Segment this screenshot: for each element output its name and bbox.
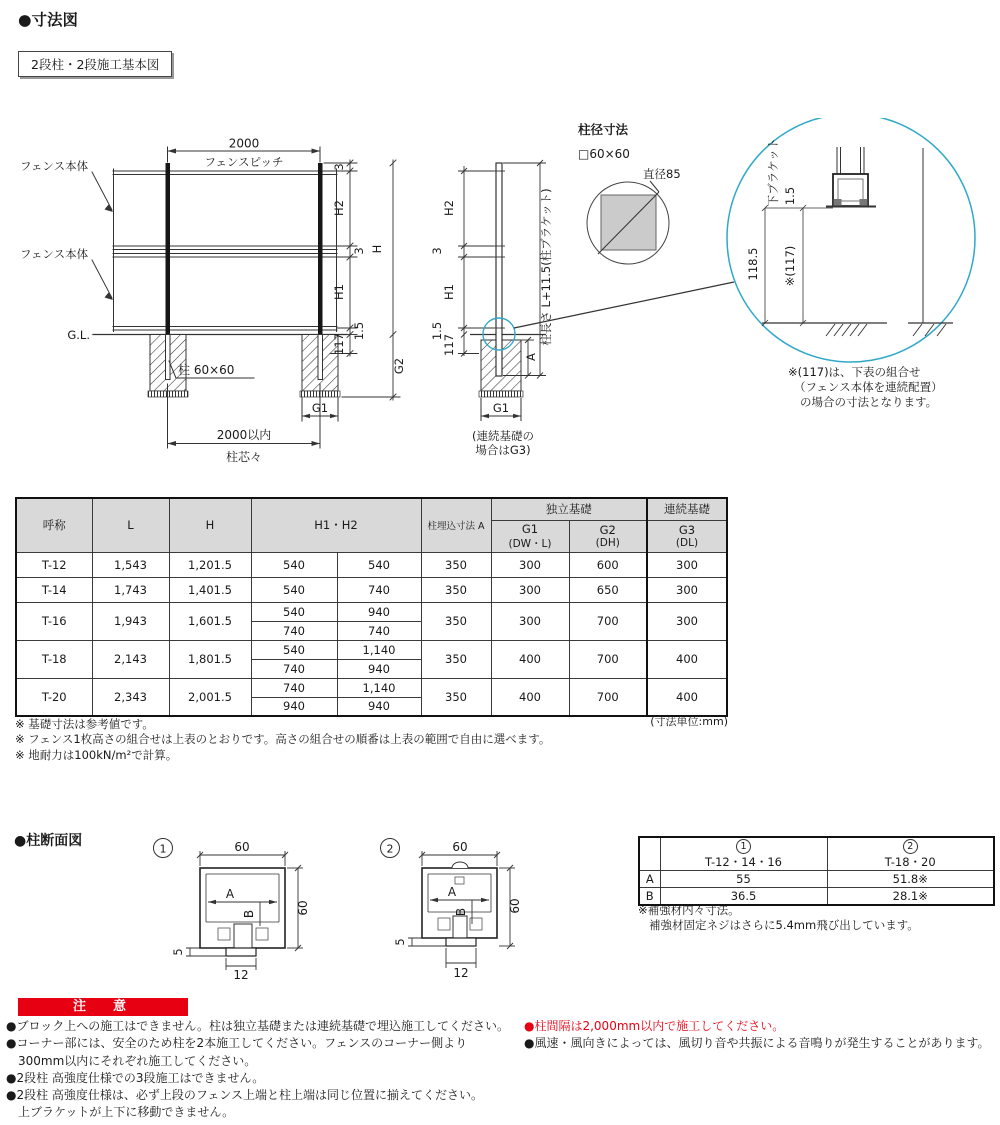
row-label-a: A <box>639 871 660 888</box>
cell-b2: 28.1※ <box>827 888 994 905</box>
table-note: ※ 地耐力は100kN/m²で計算。 <box>15 747 178 762</box>
dim-3-mid: 3 <box>352 247 366 255</box>
side-view <box>430 160 734 457</box>
cell-g3: 300 <box>647 577 727 602</box>
caution-item: ●コーナー部には、安全のため柱を2本施工してください。フェンスのコーナー側より <box>6 1036 468 1051</box>
cell-h2: 740 <box>337 577 421 602</box>
cell-l: 2,143 <box>92 640 169 678</box>
reinforcement-note: ※補強材内々寸法。 <box>638 903 740 917</box>
cell-g1: 300 <box>491 602 569 640</box>
side-dim-1-5: 1.5 <box>430 321 444 341</box>
cell-g3: 300 <box>647 602 727 640</box>
post-dia-title: 柱径寸法 <box>578 122 629 137</box>
cell-h1: 940 <box>251 697 337 716</box>
cell-a: 350 <box>421 552 491 577</box>
dim-h: H <box>370 244 384 254</box>
cell-g1: 300 <box>491 552 569 577</box>
cell-g2: 700 <box>569 678 647 716</box>
cell-a: 350 <box>421 577 491 602</box>
cell-g2: 600 <box>569 552 647 577</box>
table-row <box>16 552 727 577</box>
post-centers-label: 柱芯々 <box>225 450 263 464</box>
fence-rails <box>113 169 337 332</box>
leader-arrow <box>105 205 114 213</box>
cell-h2: 1,140 <box>337 640 421 659</box>
cell-h1: 540 <box>251 552 337 577</box>
row-label-b: B <box>639 888 660 905</box>
detail-dim-118-5: 118.5 <box>746 247 760 281</box>
fence-post-left <box>166 163 171 335</box>
reinforcement-notes <box>638 903 919 933</box>
col-header-type2: 2 T-18・20 <box>827 837 994 871</box>
table-row <box>16 640 727 659</box>
section-2-dim-5: 5 <box>393 938 407 946</box>
col-header-h: H <box>169 498 251 552</box>
cross-section-1 <box>154 839 311 981</box>
g1-label: G1 <box>311 401 329 415</box>
side-dim-117: 117 <box>442 334 456 356</box>
dim-h1: H1 <box>332 284 346 300</box>
caution-item: ●ブロック上への施工はできません。柱は独立基礎または連続基礎で埋込施工してください。 <box>6 1019 509 1033</box>
dim-2000max-label: 2000以内 <box>216 428 272 442</box>
dimension-table <box>15 497 728 717</box>
cell-g1: 400 <box>491 678 569 716</box>
dim-1-5: 1.5 <box>352 321 366 341</box>
cell-h: 1,401.5 <box>169 577 251 602</box>
fence-pitch-label: フェンスピッチ <box>204 155 284 169</box>
cell-h1: 540 <box>251 602 337 621</box>
col-header-embed: 柱埋込寸法 A <box>421 498 491 552</box>
cell-g3: 400 <box>647 678 727 716</box>
section-1-dim-a: A <box>225 887 235 901</box>
detail-circle <box>727 118 975 362</box>
section-2-number: 2 <box>386 842 394 856</box>
leader-arrow <box>105 293 114 301</box>
detail-note-1: ※(117)は、下表の組合せ <box>788 365 921 379</box>
col-header-independent: 独立基礎 <box>491 498 647 520</box>
col-header-g1: G1 (DW・L) <box>491 520 569 552</box>
cell-g3: 300 <box>647 552 727 577</box>
dim-3-top: 3 <box>332 163 346 171</box>
cell-h2: 940 <box>337 659 421 678</box>
post-cross-sections <box>130 828 550 980</box>
side-g1-label: G1 <box>492 401 510 415</box>
continuous-foundation-note-2: 場合はG3) <box>475 443 531 457</box>
cell-l: 2,343 <box>92 678 169 716</box>
cell-g1: 400 <box>491 640 569 678</box>
cell-name: T-20 <box>16 678 92 716</box>
table-note: ※ フェンス1枚高さの組合せは上表のとおりです。高さの組合せの順番は上表の範囲で自由に選べます。 <box>15 732 551 747</box>
cell-a2: 51.8※ <box>827 871 994 888</box>
detail-note-3: の場合の寸法となります。 <box>800 395 938 409</box>
diameter-label: 直径85 <box>643 167 681 181</box>
cell-l: 1,743 <box>92 577 169 602</box>
cell-g2: 700 <box>569 602 647 640</box>
cell-h: 2,001.5 <box>169 678 251 716</box>
cell-h2: 1,140 <box>337 678 421 697</box>
table-row <box>16 602 727 621</box>
caution-banner: 注 意 <box>18 998 188 1016</box>
cell-h: 1,201.5 <box>169 552 251 577</box>
unit-note: (寸法単位:mm) <box>650 715 728 728</box>
detail-note-2: （フェンス本体を連続配置） <box>794 380 943 394</box>
caution-item-red: ●柱間隔は2,000mm以内で施工してください。 <box>524 1019 785 1033</box>
fence-body-label-1: フェンス本体 <box>20 159 89 173</box>
section-1-dim-12: 12 <box>233 968 249 980</box>
col-header-h1h2: H1・H2 <box>251 498 421 552</box>
col-header-g3: G3 (DL) <box>647 520 727 552</box>
col-header-l: L <box>92 498 169 552</box>
cell-name: T-14 <box>16 577 92 602</box>
cell-b1: 36.5 <box>660 888 827 905</box>
side-dim-h2: H2 <box>442 200 456 216</box>
post-embed-right <box>318 335 323 380</box>
section-title: ●柱断面図 <box>14 833 83 849</box>
side-dim-h1: H1 <box>442 284 456 300</box>
col-header-continuous: 連続基礎 <box>647 498 727 520</box>
section-1-dim-5: 5 <box>171 948 185 956</box>
fence-body-label-2: フェンス本体 <box>20 247 89 261</box>
post-size-label: 柱 60×60 <box>178 363 235 377</box>
cell-name: T-18 <box>16 640 92 678</box>
fence-post-right <box>318 163 323 335</box>
col-header-g2: G2 (DH) <box>569 520 647 552</box>
cell-h2: 740 <box>337 621 421 640</box>
cell-g1: 300 <box>491 577 569 602</box>
section-1-dim-b: B <box>242 909 256 919</box>
cell-name: T-12 <box>16 552 92 577</box>
gl-label: G.L. <box>67 328 90 342</box>
table-note: ※ 基礎寸法は参考値です。 <box>15 717 154 731</box>
caution-left-column <box>6 1018 509 1122</box>
side-dim-chain <box>458 166 493 357</box>
dim-2000-label: 2000 <box>228 136 260 151</box>
cell-name: T-16 <box>16 602 92 640</box>
section-2-dim-60-right: 60 <box>508 898 522 914</box>
cell-h2: 940 <box>337 602 421 621</box>
section-1-number: 1 <box>159 842 167 856</box>
dimension-diagram <box>0 118 1000 470</box>
caution-item: ●風速・風向きによっては、風切り音や共振による音鳴りが発生することがあります。 <box>524 1036 990 1051</box>
cell-l: 1,943 <box>92 602 169 640</box>
cell-g3: 400 <box>647 640 727 678</box>
cell-h1: 740 <box>251 621 337 640</box>
table-row <box>639 888 994 905</box>
side-dim-3: 3 <box>430 247 444 255</box>
cell-a: 350 <box>421 640 491 678</box>
section-2-dim-a: A <box>447 885 457 899</box>
cell-h2: 940 <box>337 697 421 716</box>
cell-h2: 540 <box>337 552 421 577</box>
subtitle-box: 2段柱・2段施工基本図 <box>18 51 172 77</box>
dim-117: 117 <box>332 333 346 355</box>
side-dim-a-label: A <box>524 353 538 361</box>
table-row <box>16 577 727 602</box>
section-1-dim-60-top: 60 <box>234 840 250 854</box>
cell-h: 1,801.5 <box>169 640 251 678</box>
caution-item: ●2段柱 高強度仕様での3段施工はできません。 <box>6 1070 265 1085</box>
cell-l: 1,543 <box>92 552 169 577</box>
cross-section-2 <box>381 839 523 981</box>
table-row <box>16 678 727 697</box>
detail-fence-stubs <box>837 147 864 174</box>
section-2-dim-b: B <box>454 907 468 917</box>
section-2-dim-12: 12 <box>453 966 469 980</box>
cell-h: 1,601.5 <box>169 602 251 640</box>
cell-g2: 700 <box>569 640 647 678</box>
bracket-label: 下ブラケット <box>766 137 780 207</box>
detail-ground-hatch <box>826 324 946 336</box>
cell-a: 350 <box>421 678 491 716</box>
front-view <box>20 137 406 465</box>
detail-dim-1-5: 1.5 <box>783 186 797 206</box>
caution-item: ●2段柱 高強度仕様は、必ず上段のフェンス上端と柱上端は同じ位置に揃えてください。 <box>6 1088 483 1103</box>
cell-h1: 540 <box>251 640 337 659</box>
col-header-name: 呼称 <box>16 498 92 552</box>
reinforcement-table <box>638 836 995 906</box>
side-post <box>496 163 502 376</box>
continuous-foundation-note-1: (連続基礎の <box>472 429 534 443</box>
reinforcement-note: 補強材固定ネジはさらに5.4mm飛び出しています。 <box>649 918 919 932</box>
detail-dim-117: ※(117) <box>783 245 797 287</box>
bracket-detail <box>727 118 975 409</box>
post-dia-size: □60×60 <box>578 147 630 161</box>
cell-h1: 540 <box>251 577 337 602</box>
side-post-length-label: 柱長さ L+11.5(柱ブラケット) <box>539 188 553 346</box>
cell-h1: 740 <box>251 659 337 678</box>
section-1-dim-60-right: 60 <box>296 900 310 916</box>
section-2-dim-60-top: 60 <box>452 840 468 854</box>
post-diameter-diagram <box>578 122 681 264</box>
table-notes <box>15 717 550 763</box>
corner-cell <box>639 837 660 871</box>
post-embed-left <box>166 335 171 380</box>
col-header-type1: 1 T-12・14・16 <box>660 837 827 871</box>
page-title: ●寸法図 <box>18 11 79 29</box>
caution-right-column <box>524 1018 990 1053</box>
cell-a1: 55 <box>660 871 827 888</box>
cell-a: 350 <box>421 602 491 640</box>
cell-h1: 740 <box>251 678 337 697</box>
dim-h2: H2 <box>332 200 346 216</box>
caution-item-continued: 300mm以内にそれぞれ施工してください。 <box>18 1053 257 1068</box>
dim-g2: G2 <box>392 357 406 375</box>
cell-g2: 650 <box>569 577 647 602</box>
caution-item-continued: 上ブラケットが上下に移動できません。 <box>18 1105 235 1120</box>
table-row <box>639 871 994 888</box>
